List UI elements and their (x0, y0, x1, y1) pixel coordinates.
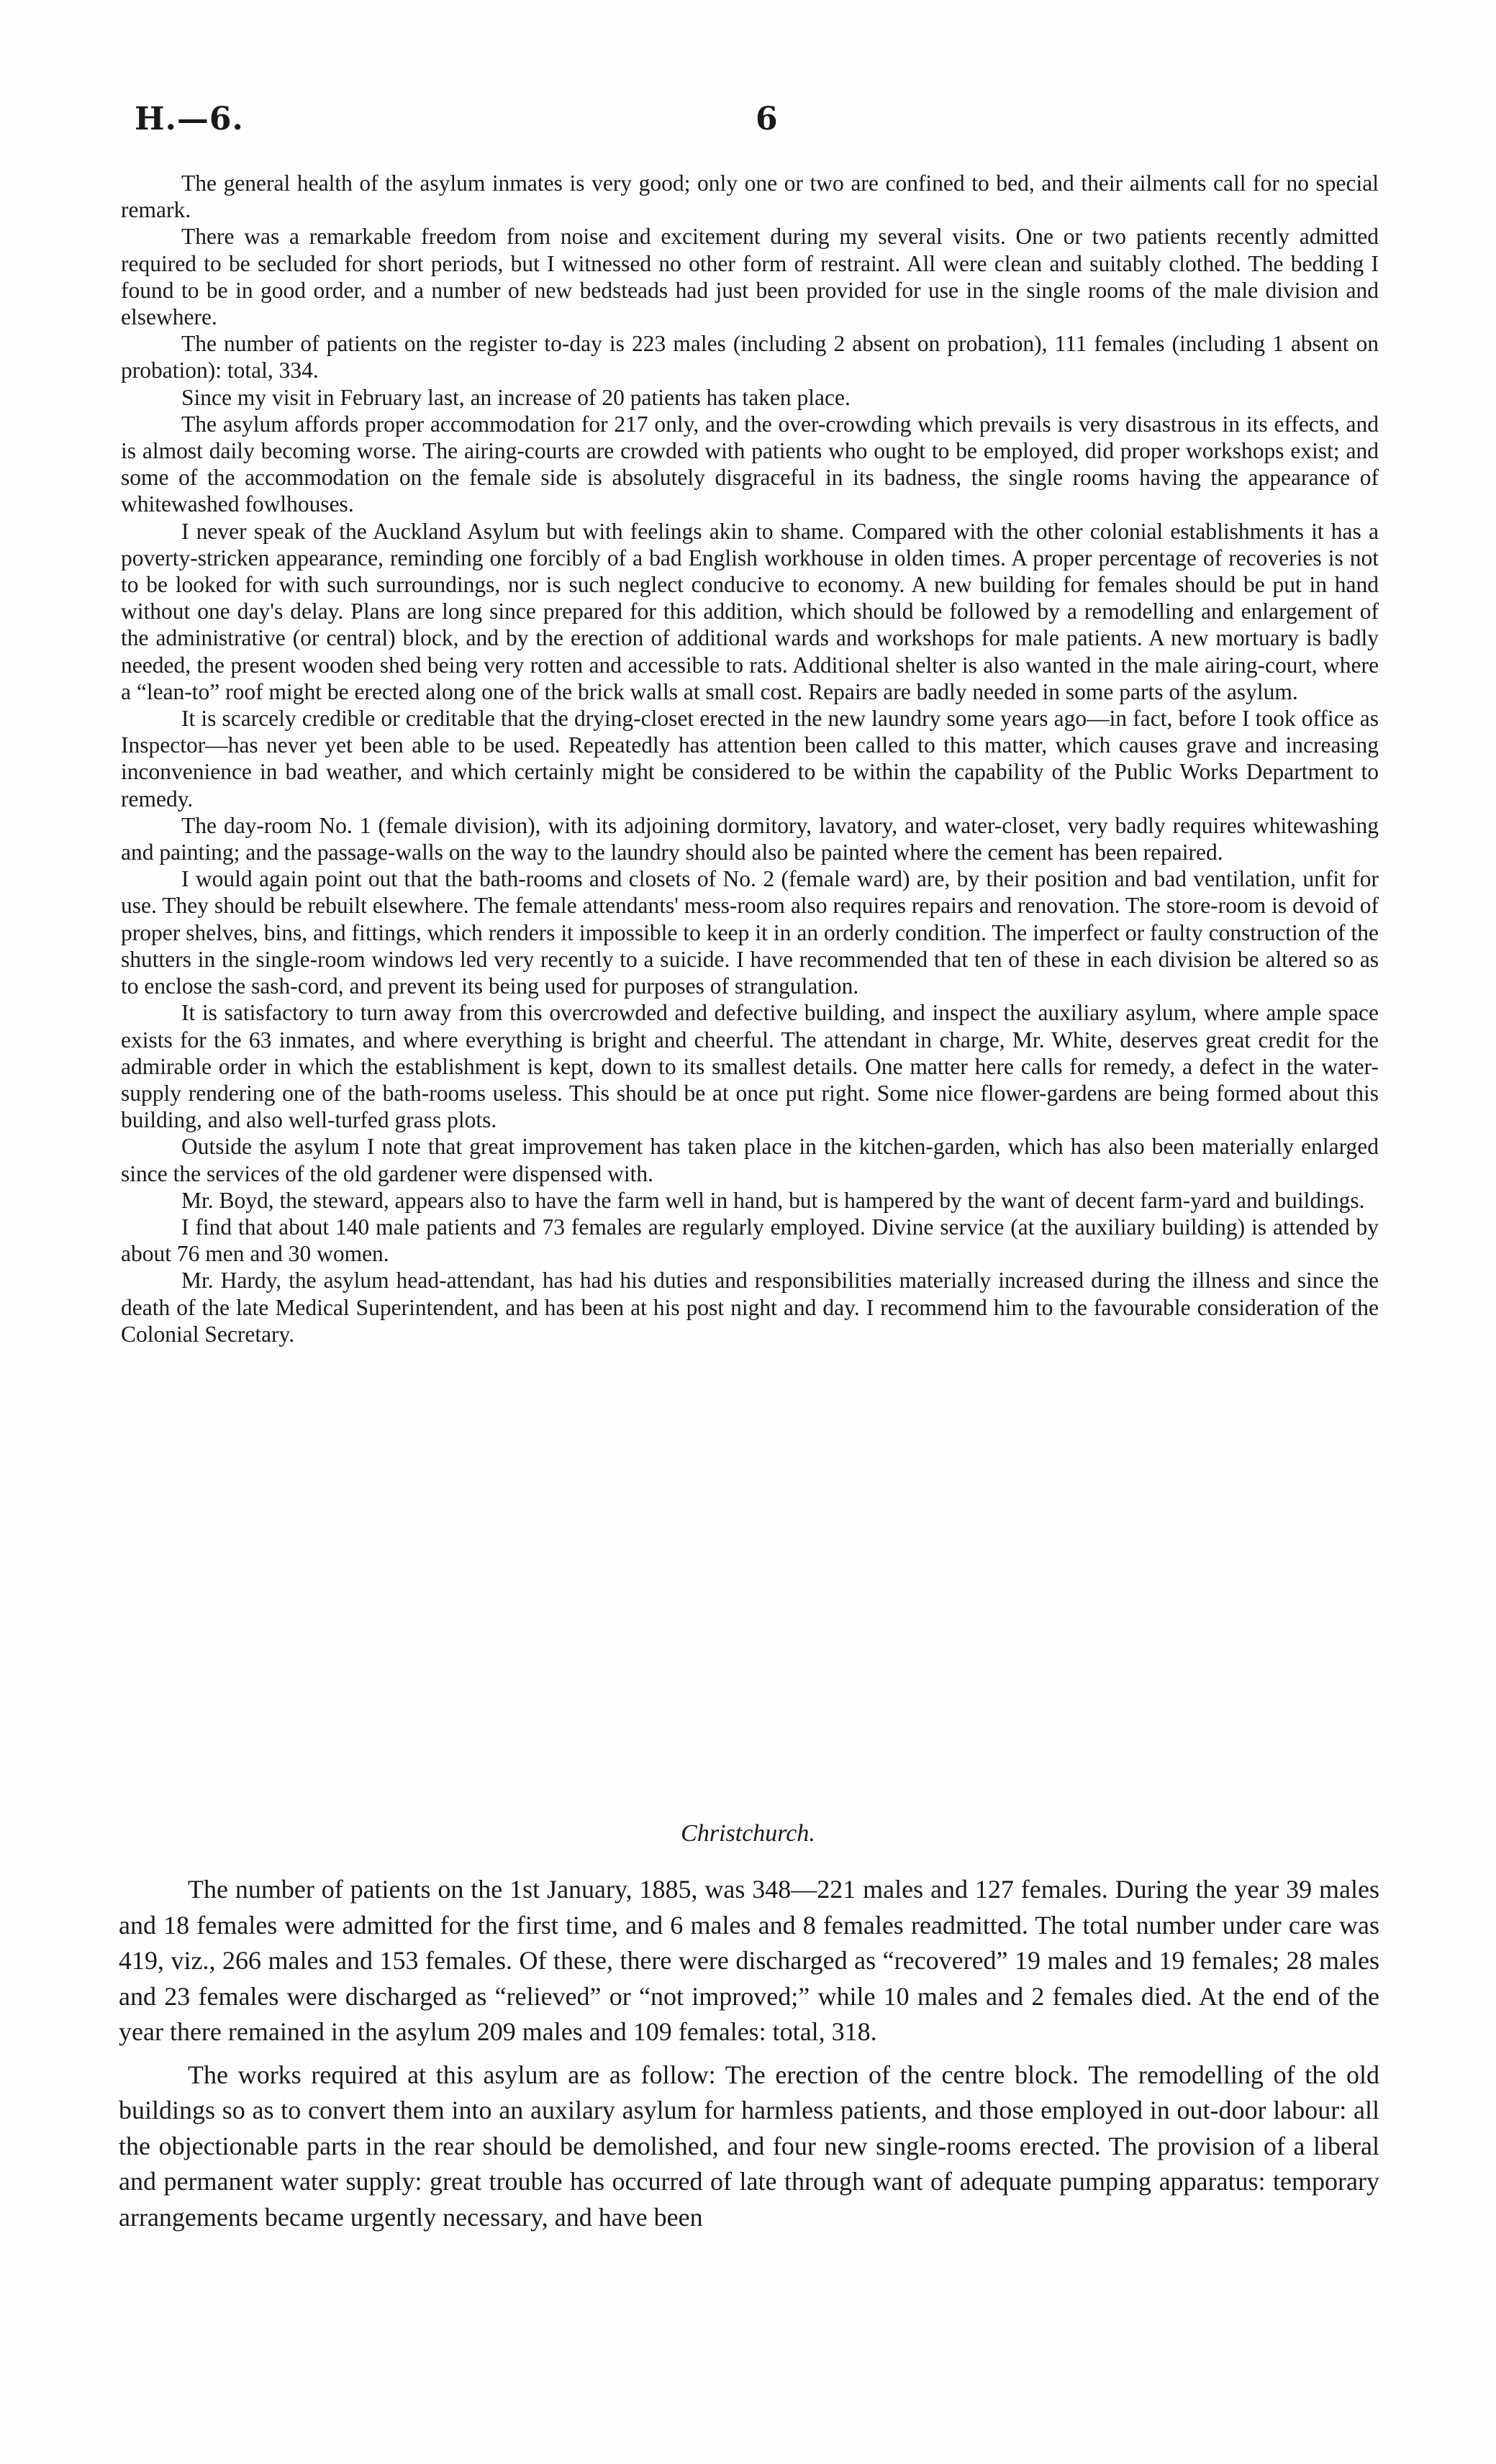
page-number: 6 (756, 101, 778, 137)
report-reference: H.—6. (135, 101, 244, 137)
page-header (126, 101, 1374, 144)
paragraph: The works required at this asylum are as follow: The erection of the centre block. The remodelling of the old buildings so as to convert them into an auxilary asylum for harmless patients, and those employed in out-door labour: all the objectionable parts in the rear should be demolished, and four new single-rooms erected. The provision of a liberal and permanent water supply: great trouble has occurred of late through want of adequate pumping apparatus: temporary arrangements became urgently necessary, and have been (119, 2060, 1379, 2232)
paragraph: The number of patients on the 1st January, 1885, was 348—221 males and 127 females. During the year 39 males and 18 females were admitted for the first time, and 6 males and 8 females readmitted. The total number under care was 419, viz., 266 males and 153 females. Of these, there were discharged as “recovered” 19 males and 19 females; 28 males and 23 females were discharged as “relieved” or “not improved;” while 10 males and 2 females died. At the end of the year there remained in the asylum 209 males and 109 females: total, 318. (119, 1875, 1379, 2046)
paragraph: The number of patients on the register to-day is 223 males (including 2 absent on probation), 111 females (including 1 absent on probation): total, 334. (121, 331, 1379, 383)
paragraph: Mr. Hardy, the asylum head-attendant, has had his duties and responsibilities materially increased during the illness and since the death of the late Medical Superintendent, and has been at his post night and day. I recommend him to the favourable consideration of the Colonial Secretary. (121, 1268, 1379, 1347)
paragraph: The asylum affords proper accommodation for 217 only, and the over-crowding which prevails is very disastrous in its effects, and is almost daily becoming worse. The airing-courts are crowded with patients who ought to be employed, did proper workshops exist; and some of the accommodation on the female side is absolutely disgraceful in its badness, the single rooms having the appearance of whitewashed fowlhouses. (121, 411, 1379, 517)
paragraph: I find that about 140 male patients and 73 females are regularly employed. Divine service (at the auxiliary building) is attended by about 76 men and 30 women. (121, 1214, 1379, 1267)
paragraph: I would again point out that the bath-rooms and closets of No. 2 (female ward) are, by their position and bad ventilation, unfit for use. They should be rebuilt elsewhere. The female attendants' mess-room also requires repairs and renovation. The store-room is devoid of proper shelves, bins, and fittings, which renders it impossible to keep it in an orderly condition. The imperfect or faulty construction of the shutters in the single-room windows led very recently to a suicide. I have recommended that ten of these in each division be altered so as to enclose the sash-cord, and prevent its being used for purposes of strangulation. (121, 866, 1379, 999)
paragraph: It is satisfactory to turn away from this overcrowded and defective building, and inspect the auxiliary asylum, where ample space exists for the 63 inmates, and where everything is bright and cheerful. The attendant in charge, Mr. White, deserves great credit for the admirable order in which the establishment is kept, down to its smallest details. One matter here calls for remedy, a defect in the water-supply rendering one of the bath-rooms useless. This should be at once put right. Some nice flower-gardens are being formed about this building, and also well-turfed grass plots. (121, 1000, 1379, 1133)
paragraph: Mr. Boyd, the steward, appears also to have the farm well in hand, but is hampered by the want of decent farm-yard and buildings. (181, 1187, 1365, 1213)
paragraph: The day-room No. 1 (female division), with its adjoining dormitory, lavatory, and water-closet, very badly requires whitewashing and painting; and the passage-walls on the way to the laundry should also be painted where the cement has been repaired. (121, 812, 1379, 865)
paragraph: I never speak of the Auckland Asylum but with feelings akin to shame. Compared with the other colonial establishments it has a poverty-stricken appearance, reminding one forcibly of a bad English workhouse in olden times. A proper percentage of recoveries is not to be looked for with such surroundings, nor is such neglect conducive to economy. A new building for females should be put in hand without one day's delay. Plans are long since prepared for this addition, which should be followed by a remodelling and enlargement of the administrative (or central) block, and by the erection of additional wards and workshops for male patients. A new mortuary is badly needed, the present wooden shed being very rotten and accessible to rats. Additional shelter is also wanted in the male airing-court, where a “lean-to” roof might be erected along one of the brick walls at small cost. Repairs are badly needed in some parts of the asylum. (121, 518, 1379, 704)
christchurch-report-body (119, 1872, 1379, 2242)
auckland-report-body (121, 170, 1379, 1347)
paragraph: Outside the asylum I note that great improvement has taken place in the kitchen-garden, which has also been materially enlarged since the services of the old gardener were dispensed with. (121, 1134, 1379, 1186)
paragraph: The general health of the asylum inmates is very good; only one or two are confined to bed, and their ailments call for no special remark. (121, 171, 1379, 223)
paragraph: It is scarcely credible or creditable that the drying-closet erected in the new laundry some years ago—in fact, before I took office as Inspector—has never yet been able to be used. Repeatedly has attention been called to this matter, which causes grave and increasing inconvenience in bad weather, and which certainly might be considered to be within the capability of the Public Works Department to remedy. (121, 706, 1379, 812)
paragraph: There was a remarkable freedom from noise and excitement during my several visits. One or two patients recently admitted required to be secluded for short periods, but I witnessed no other form of restraint. All were clean and suitably clothed. The bedding I found to be in good order, and a number of new bedsteads had just been provided for use in the single rooms of the male division and elsewhere. (121, 224, 1379, 330)
paragraph: Since my visit in February last, an increase of 20 patients has taken place. (181, 384, 851, 410)
section-heading-christchurch: Christchurch. (681, 1820, 815, 1847)
